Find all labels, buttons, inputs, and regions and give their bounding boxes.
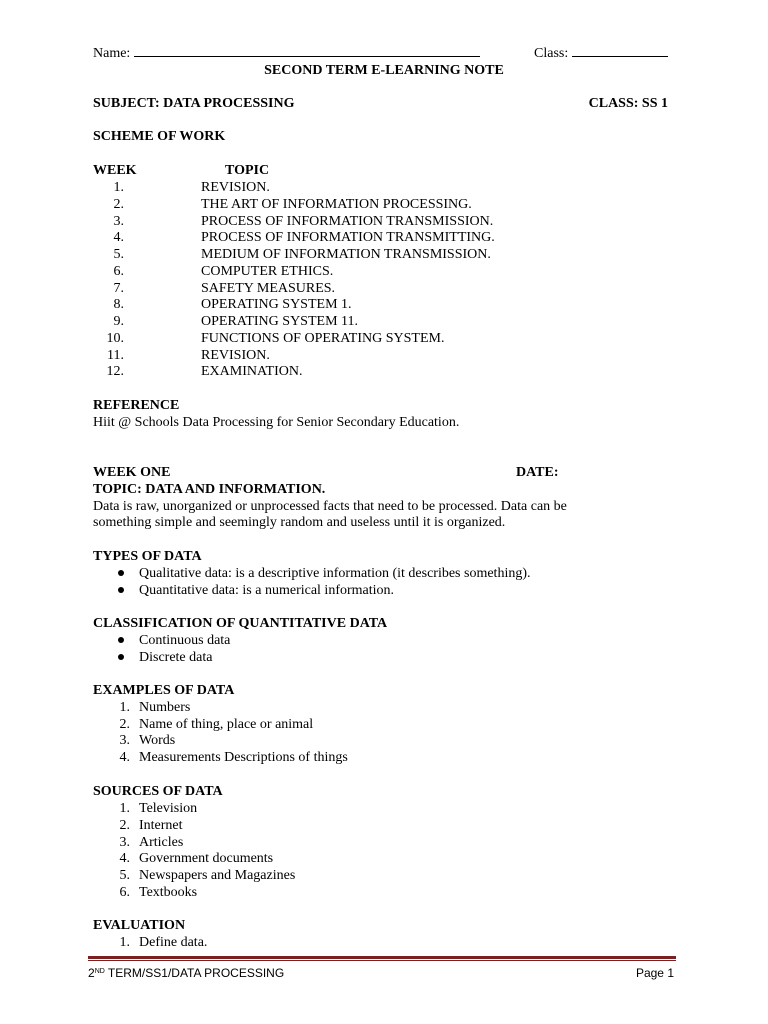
data-definition-line-2: something simple and seemingly random and useless until it is organized. [93, 515, 506, 530]
class-blank-line [572, 44, 668, 57]
class-field [534, 44, 668, 62]
bullet-icon [118, 637, 124, 643]
source-item-text: Articles [139, 834, 184, 850]
footer-term-superscript: ND [94, 968, 105, 975]
reference-heading: REFERENCE [93, 398, 180, 413]
evaluation-heading: EVALUATION [93, 918, 186, 933]
name-label: Name: [93, 46, 131, 61]
class-info: CLASS: SS 1 [588, 96, 668, 111]
source-item-text: Internet [139, 817, 183, 833]
classification-item: Discrete data [139, 650, 213, 665]
scheme-row-number: 5. [113, 247, 124, 262]
classification-heading: CLASSIFICATION OF QUANTITATIVE DATA [93, 616, 388, 631]
scheme-row-number: 2. [113, 196, 124, 212]
week-column-header: WEEK [93, 163, 137, 178]
example-item-text: Name of thing, place or animal [139, 716, 314, 732]
scheme-row-number: 4. [113, 230, 124, 246]
data-definition-line-1: Data is raw, unorganized or unprocessed facts that need to be processed. Data can be [93, 499, 567, 514]
document-title: SECOND TERM E-LEARNING NOTE [264, 63, 504, 78]
source-item-text: Textbooks [139, 885, 198, 900]
source-item-number: 4. [119, 851, 130, 867]
scheme-row-text: EXAMINATION. [201, 364, 303, 380]
scheme-row-number: 6. [113, 263, 124, 279]
class-label: Class: [534, 46, 569, 61]
bullet-icon [118, 654, 124, 660]
source-item-number: 6. [119, 885, 130, 900]
types-heading: TYPES OF DATA [93, 549, 202, 564]
bullet-icon [118, 587, 124, 593]
evaluation-item-text: Define data. [139, 935, 208, 950]
scheme-row-number: 11. [107, 347, 124, 363]
evaluation-item-number: 1. [119, 935, 130, 950]
scheme-row-number: 3. [113, 213, 124, 229]
example-item-number: 2. [119, 716, 130, 732]
scheme-row-text: OPERATING SYSTEM 1. [201, 297, 352, 313]
example-item-text: Words [139, 733, 176, 749]
sources-heading: SOURCES OF DATA [93, 784, 223, 799]
date-label: DATE: [516, 465, 559, 480]
scheme-row-text: PROCESS OF INFORMATION TRANSMITTING. [201, 230, 495, 246]
example-item-text: Measurements Descriptions of things [139, 750, 348, 766]
scheme-row-text: THE ART OF INFORMATION PROCESSING. [201, 196, 472, 212]
source-item-number: 2. [119, 817, 130, 833]
source-item-text: Government documents [139, 851, 274, 867]
example-item-text: Numbers [139, 700, 191, 715]
topic-heading: TOPIC: DATA AND INFORMATION. [93, 482, 326, 497]
footer-divider-thin [88, 960, 676, 961]
footer-term-text [88, 965, 284, 982]
footer-divider [88, 956, 676, 959]
scheme-heading: SCHEME OF WORK [93, 129, 226, 144]
subject-line: SUBJECT: DATA PROCESSING [93, 96, 295, 111]
scheme-row-number: 12. [106, 364, 124, 380]
example-item-number: 3. [119, 733, 130, 749]
name-blank-line [134, 44, 480, 57]
source-item-text: Newspapers and Magazines [139, 868, 296, 884]
scheme-row-number: 7. [113, 280, 124, 296]
source-item-number: 3. [119, 834, 130, 850]
scheme-row-text: SAFETY MEASURES. [201, 280, 336, 296]
week-one-heading: WEEK ONE [93, 465, 171, 480]
scheme-row-text: COMPUTER ETHICS. [201, 263, 334, 279]
scheme-row-text: MEDIUM OF INFORMATION TRANSMISSION. [201, 247, 491, 262]
scheme-row-text: FUNCTIONS OF OPERATING SYSTEM. [201, 330, 445, 346]
source-item-number: 1. [119, 801, 130, 816]
scheme-row-number: 8. [113, 297, 124, 313]
classification-item: Continuous data [139, 633, 231, 648]
scheme-row-text: OPERATING SYSTEM 11. [201, 314, 358, 329]
name-field [93, 44, 480, 62]
example-item-number: 4. [119, 750, 130, 766]
scheme-row-text: PROCESS OF INFORMATION TRANSMISSION. [201, 213, 494, 229]
scheme-row-number: 9. [113, 314, 124, 329]
scheme-row-text: REVISION. [201, 180, 270, 195]
footer-course-text: TERM/SS1/DATA PROCESSING [104, 966, 285, 980]
examples-heading: EXAMPLES OF DATA [93, 683, 235, 698]
bullet-icon [118, 570, 124, 576]
reference-text: Hiit @ Schools Data Processing for Senior Secondary Education. [93, 415, 460, 430]
page-number: Page 1 [635, 966, 674, 980]
source-item-number: 5. [119, 868, 130, 884]
source-item-text: Television [139, 801, 198, 816]
types-item: Qualitative data: is a descriptive information (it describes something). [139, 566, 531, 581]
topic-column-header: TOPIC [225, 163, 270, 178]
example-item-number: 1. [119, 700, 130, 715]
footer-term-number: 2 [88, 966, 95, 980]
types-item: Quantitative data: is a numerical information. [139, 583, 395, 598]
scheme-row-number: 10. [106, 330, 124, 346]
scheme-row-text: REVISION. [201, 347, 270, 363]
scheme-row-number: 1. [113, 180, 124, 195]
